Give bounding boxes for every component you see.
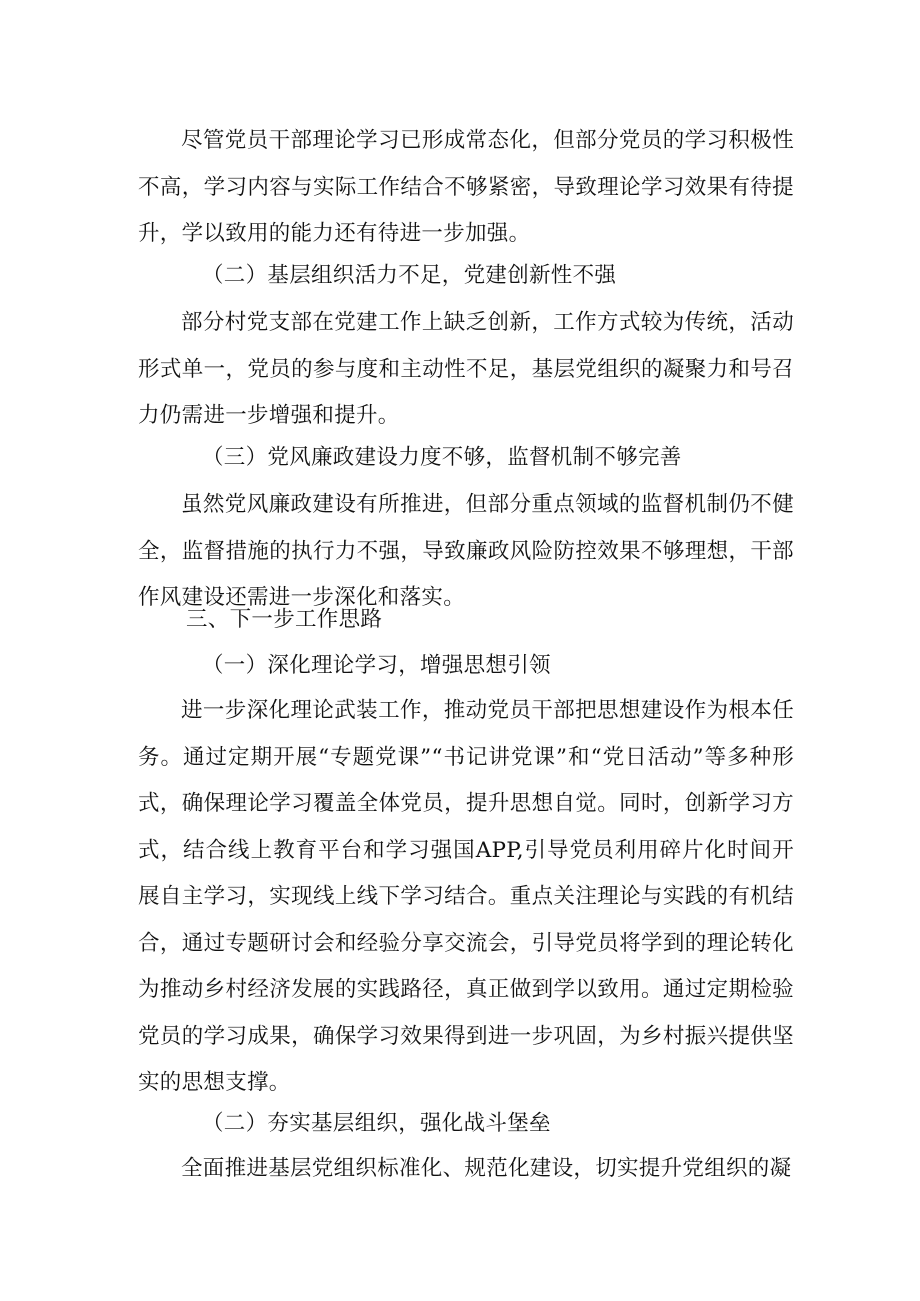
paragraph-strengthen-grassroots: 全面推进基层党组织标准化、规范化建设，切实提升党组织的凝 [181,1156,792,1181]
paragraph-deepen-theory-study: 进一步深化理论武装工作，推动党员干部把思想建设作为根本任务。通过定期开展“专题党课”“书记讲党课”和“党日活动”等多种形式，确保理论学习覆盖全体党员，提升思想自觉。同时，创新学习方式，结合线上教育平台和学习强国APP,引导党员利用碎片化时间开展自主学习，实现线上线下学习结合。重点关注理论与实践的有机结合，通过专题研讨会和经验分享交流会，引导党员将学到的理论转化为推动乡村经济发展的实践路径，真正做到学以致用。通过定期检验党员的学习成果，确保学习效果得到进一步巩固，为乡村振兴提供坚实的思想支撑。 [138,698,794,1095]
section-heading-next-steps: 三、下一步工作思路 [186,607,383,632]
subheading-deepen-theory-study: （一）深化理论学习，增强思想引领 [202,653,551,678]
subheading-clean-governance: （三）党风廉政建设力度不够，监督机制不够完善 [202,445,682,470]
subheading-strengthen-grassroots: （二）夯实基层组织，强化战斗堡垒 [202,1111,551,1136]
paragraph-grassroots-vitality: 部分村党支部在党建工作上缺乏创新，工作方式较为传统，活动形式单一，党员的参与度和主动性不足，基层党组织的凝聚力和号召力仍需进一步增强和提升。 [138,310,794,428]
subheading-grassroots-vitality: （二）基层组织活力不足，党建创新性不强 [202,263,617,288]
paragraph-clean-governance: 虽然党风廉政建设有所推进，但部分重点领域的监督机制仍不健全，监督措施的执行力不强，导致廉政风险防控效果不够理想，干部作风建设还需进一步深化和落实。 [138,492,794,610]
paragraph-theory-study-issue: 尽管党员干部理论学习已形成常态化，但部分党员的学习积极性不高，学习内容与实际工作结合不够紧密，导致理论学习效果有待提升，学以致用的能力还有待进一步加强。 [138,128,794,246]
